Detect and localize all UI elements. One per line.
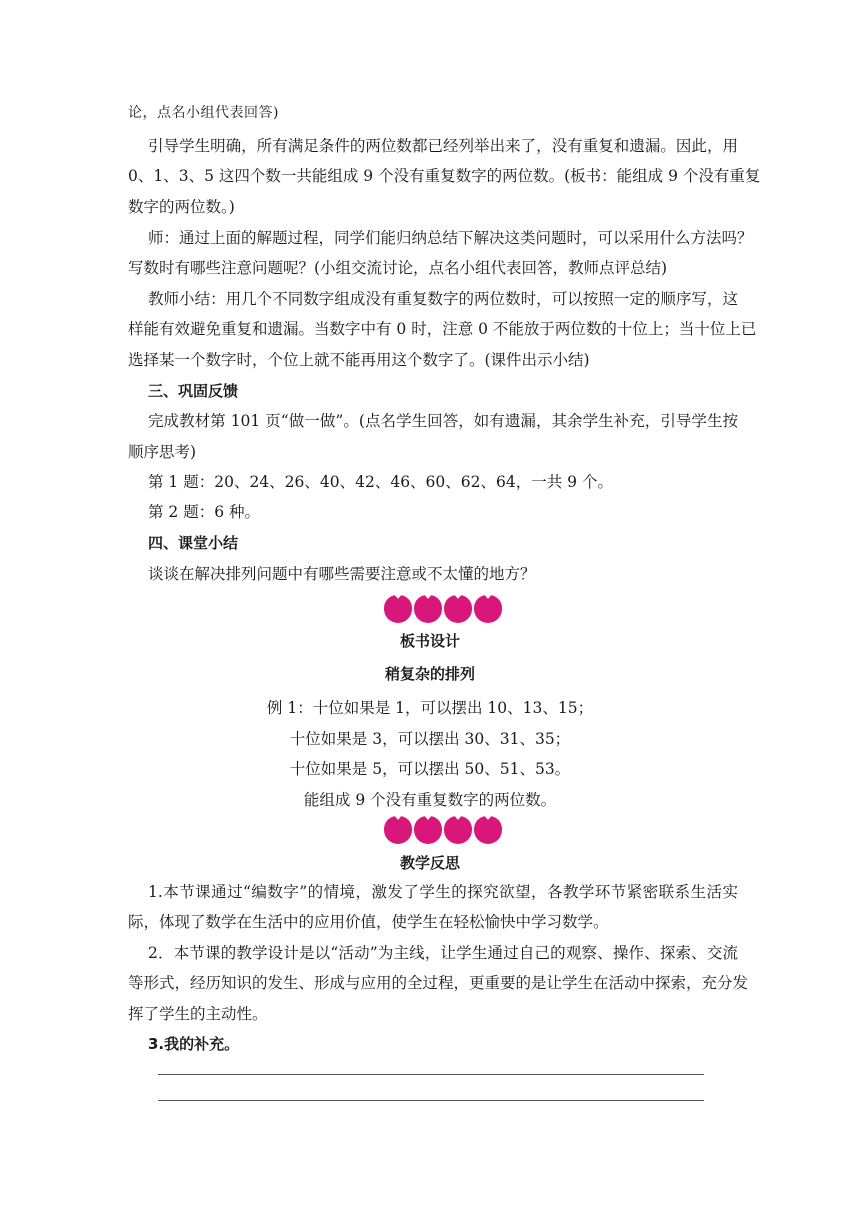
reflection-p1-line2: 际，体现了数学在生活中的应用价值，使学生在轻松愉快中学习数学。 <box>128 913 609 931</box>
four-pink-petals-icon <box>384 816 502 844</box>
answer-line[interactable] <box>158 1100 704 1101</box>
para3-line1: 教师小结：用几个不同数字组成没有重复数字的两位数时，可以按照一定的顺序写，这 <box>148 290 738 308</box>
section4-title: 四、课堂小结 <box>148 534 239 552</box>
para3-line3: 选择某一个数字时，个位上就不能再用这个数字了。(课件出示小结) <box>128 351 590 369</box>
reflection-p2-line1: 2．本节课的教学设计是以“活动”为主线，让学生通过自己的观察、操作、探索、交流 <box>148 944 738 962</box>
board-line-2: 十位如果是 3，可以摆出 30、31、35； <box>289 730 571 748</box>
para1-line4: 数字的两位数。) <box>128 198 235 216</box>
board-line-3: 十位如果是 5，可以摆出 50、51、53。 <box>289 760 571 778</box>
reflection-title: 教学反思 <box>399 854 460 872</box>
answer-line[interactable] <box>158 1074 704 1075</box>
para1-line3: 0、1、3、5 这四个数一共能组成 9 个没有重复数字的两位数。(板书：能组成 9 个没有重复 <box>128 167 761 185</box>
para2-line1: 师：通过上面的解题过程，同学们能归纳总结下解决这类问题时，可以采用什么方法吗？ <box>148 229 753 247</box>
reflection-p3: 3.我的补充。 <box>148 1035 240 1053</box>
section3-q1: 第 1 题：20、24、26、40、42、46、60、62、64，一共 9 个。 <box>148 473 613 491</box>
reflection-p2-line2: 等形式，经历知识的发生、形成与应用的全过程，更重要的是让学生在活动中探索，充分发 <box>128 974 749 992</box>
section3-title: 三、巩固反馈 <box>148 382 239 400</box>
para3-line2: 样能有效避免重复和遗漏。当数字中有 0 时，注意 0 不能放于两位数的十位上；当十位上已 <box>128 320 757 338</box>
para2-line2: 写数时有哪些注意问题呢？(小组交流讨论，点名小组代表回答，教师点评总结) <box>128 259 668 277</box>
section3-line2: 顺序思考) <box>128 443 197 461</box>
reflection-p2-line3: 挥了学生的主动性。 <box>128 1005 268 1023</box>
section3-line1: 完成教材第 101 页“做一做”。(点名学生回答，如有遗漏，其余学生补充，引导学生按 <box>148 412 738 430</box>
section3-q2: 第 2 题：6 种。 <box>148 503 261 521</box>
board-line-4: 能组成 9 个没有重复数字的两位数。 <box>303 791 557 809</box>
para1-line2: 引导学生明确，所有满足条件的两位数都已经列举出来了，没有重复和遗漏。因此，用 <box>148 137 738 155</box>
board-subtitle: 稍复杂的排列 <box>384 665 475 683</box>
board-line-1: 例 1：十位如果是 1，可以摆出 10、13、15； <box>266 699 594 717</box>
four-pink-petals-icon <box>384 595 502 623</box>
section4-line1: 谈谈在解决排列问题中有哪些需要注意或不太懂的地方？ <box>148 565 536 583</box>
reflection-p1-line1: 1.本节课通过“编数字”的情境，激发了学生的探究欲望，各教学环节紧密联系生活实 <box>148 883 738 901</box>
para1-line1: 论，点名小组代表回答) <box>128 105 279 121</box>
board-title: 板书设计 <box>399 632 460 650</box>
